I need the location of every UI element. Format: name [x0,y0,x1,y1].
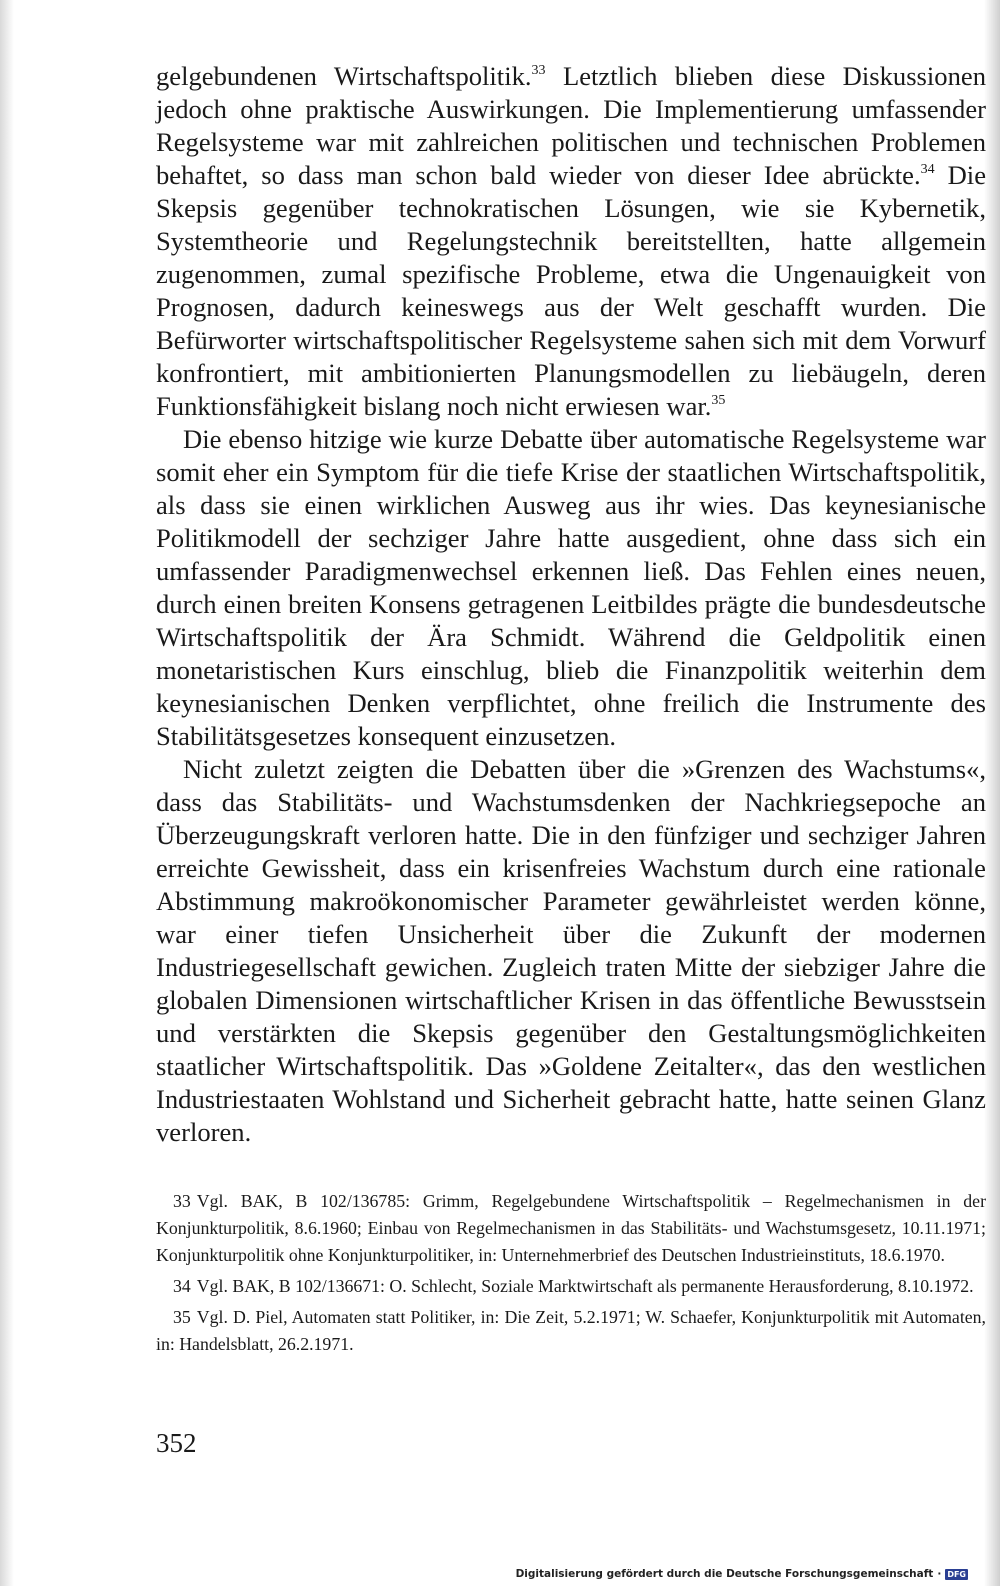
paragraph-1-part-3: Die Skepsis gegenüber technokratischen Lösungen, wie sie Kybernetik, Systemtheorie und Regelungstechnik bereitstellten, hatte allgemein zugenommen, zumal spezifische Probleme, etwa die Ungenauigkeit von Prognosen, dadurch keineswegs aus der Welt geschafft wurden. Die Befürworter wirtschaftspolitischer Regelsysteme sahen sich mit dem Vorwurf konfrontiert, mit ambitionierten Planungsmodellen zu liebäugeln, deren Funktionsfähigkeit bislang noch nicht erwiesen war. [156,160,986,421]
footnote-35 [156,1304,986,1358]
footnote-ref-34: 34 [920,162,935,177]
paragraph-3: Nicht zuletzt zeigten die Debatten über die »Grenzen des Wachstums«, dass das Stabilitäts- und Wachstumsdenken der Nachkriegsepoche an Überzeugungskraft verloren hatte. Die in den fünfziger und sechziger Jahren erreichte Gewissheit, dass ein krisenfreies Wachstum durch eine rationale Abstimmung makroökonomischer Parameter gewährleistet werden könne, war einer tiefen Unsicherheit über die Zukunft der modernen Industriegesellschaft gewichen. Zugleich traten Mitte der siebziger Jahre die globalen Dimensionen wirtschaftlicher Krisen in das öffentliche Bewusstsein und verstärkten die Skepsis gegenüber den Gestaltungsmöglichkeiten staatlicher Wirtschaftspolitik. Das »Goldene Zeitalter«, das den westlichen Industriestaaten Wohlstand und Sicherheit gebracht hatte, hatte seinen Glanz verloren. [156,754,986,1147]
paragraph-1-part-1: gelgebundenen Wirtschaftspolitik. [156,61,532,91]
footnote-number: 33 [173,1191,191,1211]
footnote-text: Vgl. BAK, B 102/136785: Grimm, Regelgebundene Wirtschaftspolitik – Regelmechanismen in der Konjunkturpolitik, 8.6.1960; Einbau von Regelmechanismen in das Stabilitäts- und Wachstumsgesetz, 10.11.1971; Konjunkturpolitik ohne Konjunkturpolitiker, in: Unternehmerbrief des Deutschen Industrieinstituts, 18.6.1970. [156,1191,986,1265]
page-number: 352 [156,1428,197,1458]
credit-text: Digitalisierung gefördert durch die Deutsche Forschungsgemeinschaft [515,1568,934,1580]
dfg-logo-icon: DFG [947,1569,966,1579]
footnote-34 [156,1273,986,1300]
footnote-number: 34 [173,1276,191,1296]
page-left-edge-shadow [0,0,14,1586]
paragraph-1 [156,60,986,423]
footnote-number: 35 [173,1307,191,1327]
footnote-33 [156,1188,986,1269]
digitization-credit: Digitalisierung gefördert durch die Deutsche Forschungsgemeinschaft · DFG [515,1568,966,1580]
footnote-ref-33: 33 [531,63,546,78]
footnote-text: Vgl. D. Piel, Automaten statt Politiker, in: Die Zeit, 5.2.1971; W. Schaefer, Konjunkturpolitik mit Automaten, in: Handelsblatt, 26.2.1971. [156,1307,986,1354]
footnote-text: Vgl. BAK, B 102/136671: O. Schlecht, Soziale Marktwirtschaft als permanente Herausforderung, 8.10.1972. [196,1276,974,1296]
paragraph-2: Die ebenso hitzige wie kurze Debatte über automatische Regelsysteme war somit eher ein Symptom für die tiefe Krise der staatlichen Wirtschaftspolitik, als dass sie einen wirklichen Ausweg aus ihr wies. Das keynesianische Politikmodell der sechziger Jahre hatte ausgedient, ohne dass sich ein umfassender Paradigmenwechsel erkennen ließ. Das Fehlen eines neuen, durch einen breiten Konsens getragenen Leitbildes prägte die bundesdeutsche Wirtschaftspolitik der Ära Schmidt. Während die Geldpolitik einen monetaristischen Kurs einschlug, blieb die Finanzpolitik weiterhin dem keynesianischen Denken verpflichtet, ohne freilich die Instrumente des Stabilitätsgesetzes konsequent einzusetzen. [156,424,986,751]
footnotes [156,1188,986,1362]
page-right-edge-shadow [984,0,1000,1586]
paragraph-1-part-2: Letztlich blieben diese Diskussionen jedoch ohne praktische Auswirkungen. Die Implementierung umfassender Regelsysteme war mit zahlreichen politischen und technischen Problemen behaftet, so dass man schon bald wieder von dieser Idee abrückte. [156,61,986,190]
main-text [156,60,986,1149]
footnote-ref-35: 35 [711,393,726,408]
